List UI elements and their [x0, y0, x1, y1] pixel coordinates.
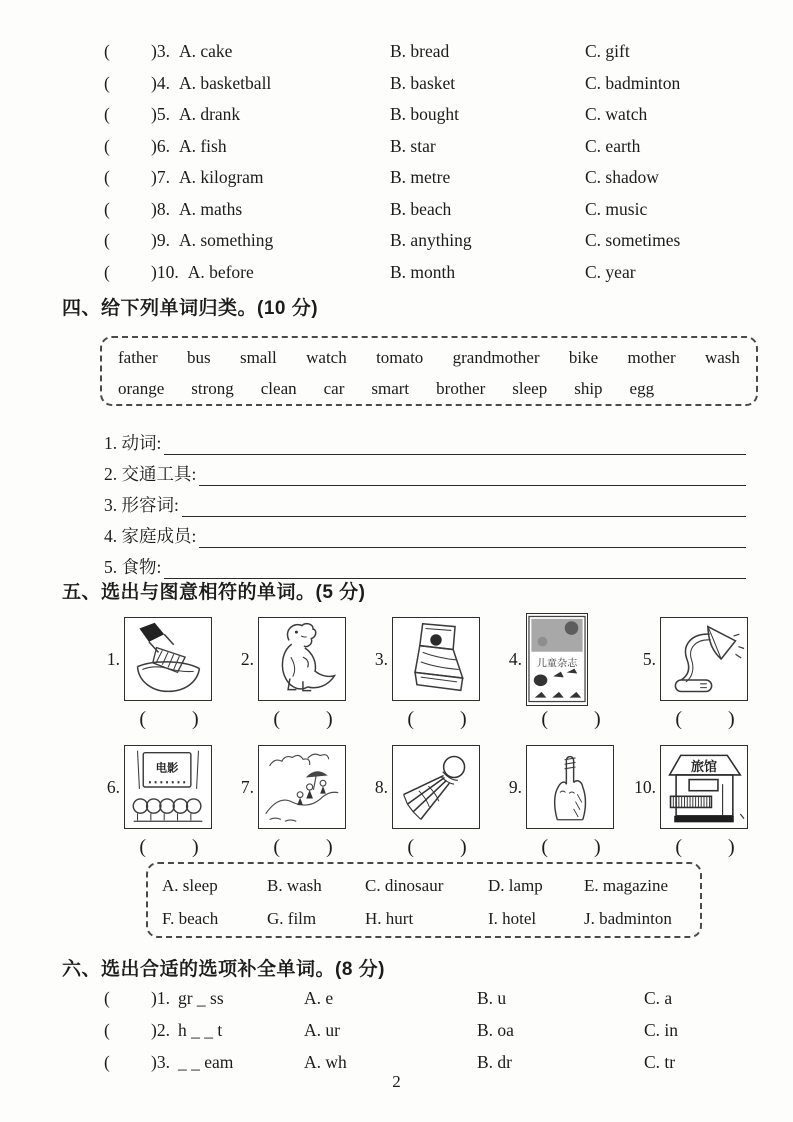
picture-number: 10. [634, 776, 656, 797]
option-a: A. before [187, 261, 254, 282]
picture-item-6 [92, 740, 226, 834]
answer-parens-3 [360, 708, 494, 731]
answer-blank-line [199, 523, 746, 548]
complete-word-block [0, 982, 793, 1078]
category-adjectives [104, 486, 746, 517]
answer-parens-6 [92, 836, 226, 859]
mc-row-8 [0, 194, 793, 226]
answer-blank-line [199, 461, 746, 486]
option-a: A. wh [304, 1051, 347, 1072]
option-b: B. month [390, 261, 456, 282]
washing-clothes-icon [126, 619, 210, 699]
option-a: A. maths [178, 198, 243, 219]
hurt-finger-icon [530, 748, 610, 826]
option-b: B. metre [390, 167, 451, 188]
option-b-wash: B. wash [267, 875, 322, 895]
word-bank-box [100, 336, 758, 406]
word: strong [191, 378, 234, 398]
paren-open: ( [675, 836, 682, 858]
word: ship [574, 378, 603, 398]
section6-heading: 六、选出合适的选项补全单词。(8 分) [62, 959, 386, 980]
item-number: )10. [151, 261, 179, 282]
category-label: 4. 家庭成员: [104, 526, 197, 546]
answer-paren: ( [104, 987, 110, 1008]
paren-open: ( [675, 708, 682, 730]
word: wash [704, 347, 740, 367]
paren-close: ) [192, 836, 199, 858]
item-number: )4. [151, 72, 170, 93]
item-number: )7. [151, 167, 170, 188]
paren-open: ( [273, 836, 280, 858]
answer-parens-9 [494, 836, 628, 859]
option-h-hurt: H. hurt [365, 908, 414, 928]
picture-frame [258, 617, 346, 701]
option-c: C. gift [585, 41, 630, 62]
answer-paren: ( [104, 1051, 110, 1072]
option-a: A. ur [304, 1019, 340, 1040]
answer-paren: ( [104, 135, 110, 156]
paren-close: ) [460, 708, 467, 730]
desk-lamp-icon [662, 620, 746, 698]
category-label: 1. 动词: [104, 433, 162, 453]
picture-item-10 [628, 740, 762, 834]
sleeping-in-bed-icon [394, 619, 478, 699]
option-a: A. fish [178, 135, 227, 156]
option-b: B. dr [477, 1051, 512, 1072]
magazine-icon [528, 615, 586, 703]
category-transport [104, 455, 746, 486]
picture-item-4 [494, 612, 628, 706]
category-label: 3. 形容词: [104, 495, 179, 515]
option-c: C. music [585, 198, 648, 219]
paren-open: ( [407, 836, 414, 858]
paren-open: ( [139, 836, 146, 858]
word-bank-line2 [118, 373, 740, 404]
answer-blank-line [164, 554, 746, 579]
mc-row-5 [0, 99, 793, 131]
picture-frame [526, 745, 614, 829]
paren-open: ( [273, 708, 280, 730]
word: father [118, 347, 158, 367]
paren-open: ( [407, 708, 414, 730]
picture-number: 5. [642, 648, 656, 669]
item-number: )3. [151, 1051, 170, 1072]
section5-heading: 五、选出与图意相符的单词。(5 分) [62, 582, 366, 603]
item-number: )5. [151, 104, 170, 125]
option-a: A. basketball [178, 72, 272, 93]
word-stem: h _ _ t [177, 1019, 223, 1040]
word-stem: gr _ ss [177, 987, 224, 1008]
option-b: B. star [390, 135, 436, 156]
picture-frame [124, 617, 212, 701]
option-b: B. bought [390, 104, 460, 125]
mc-row-6 [0, 131, 793, 163]
word: egg [629, 378, 655, 398]
word: sleep [512, 378, 548, 398]
hotel-icon [661, 747, 747, 827]
mc-row-3 [0, 36, 793, 68]
beach-icon [260, 748, 344, 826]
multiple-choice-block [0, 36, 793, 288]
picture-number: 3. [374, 648, 388, 669]
word: small [239, 347, 277, 367]
option-b: B. basket [390, 72, 456, 93]
option-b: B. anything [390, 230, 472, 251]
picture-frame [392, 745, 480, 829]
paren-open: ( [541, 836, 548, 858]
option-c: C. tr [644, 1051, 676, 1072]
word: bike [568, 347, 599, 367]
answer-parens-8 [360, 836, 494, 859]
answer-parens-10 [628, 836, 762, 859]
option-i-hotel: I. hotel [488, 908, 537, 928]
hotel-sign-text: 旅馆 [690, 759, 718, 775]
picture-item-1 [92, 612, 226, 706]
option-c-dinosaur: C. dinosaur [365, 875, 444, 895]
answer-paren-row-1 [92, 708, 762, 731]
answer-paren: ( [104, 41, 110, 62]
option-a: A. drank [178, 104, 241, 125]
item-number: )3. [151, 41, 170, 62]
category-food [104, 548, 746, 579]
answer-paren: ( [104, 167, 110, 188]
option-b: B. u [477, 987, 507, 1008]
answer-paren: ( [104, 1019, 110, 1040]
answer-paren: ( [104, 104, 110, 125]
picture-row-1 [92, 612, 762, 706]
paren-open: ( [139, 708, 146, 730]
option-e-magazine: E. magazine [584, 875, 669, 895]
picture-item-3 [360, 612, 494, 706]
paren-close: ) [728, 836, 735, 858]
mc-row-10 [0, 257, 793, 289]
word-stem: _ _ eam [177, 1051, 234, 1072]
word: watch [306, 347, 347, 367]
option-a: A. e [304, 987, 334, 1008]
option-c: C. earth [585, 135, 641, 156]
picture-item-9 [494, 740, 628, 834]
option-b: B. oa [477, 1019, 514, 1040]
word: clean [260, 378, 297, 398]
answer-paren-row-2 [92, 836, 762, 859]
mc-row-7 [0, 162, 793, 194]
picture-number: 6. [106, 776, 120, 797]
item-number: )1. [151, 987, 170, 1008]
paren-close: ) [594, 836, 601, 858]
answer-parens-5 [628, 708, 762, 731]
answer-parens-2 [226, 708, 360, 731]
paren-close: ) [594, 708, 601, 730]
option-j-badminton: J. badminton [584, 908, 672, 928]
picture-frame [526, 613, 588, 706]
cinema-film-icon [126, 747, 210, 827]
option-c: C. a [644, 987, 673, 1008]
cinema-screen-text: 电影 [155, 762, 179, 775]
badminton-shuttlecock-icon [394, 747, 478, 827]
picture-frame [660, 745, 748, 829]
word: brother [436, 378, 486, 398]
picture-number: 7. [240, 776, 254, 797]
picture-frame [124, 745, 212, 829]
s6-row-2 [0, 1014, 793, 1046]
option-c: C. in [644, 1019, 679, 1040]
answer-paren: ( [104, 261, 110, 282]
word-options-box [146, 862, 702, 938]
option-a-sleep: A. sleep [162, 875, 218, 895]
paren-close: ) [460, 836, 467, 858]
mc-row-9 [0, 225, 793, 257]
mc-row-4 [0, 68, 793, 100]
answer-blank-line [182, 492, 746, 517]
paren-close: ) [326, 708, 333, 730]
picture-number: 9. [508, 776, 522, 797]
paren-close: ) [326, 836, 333, 858]
option-b: B. bread [390, 41, 450, 62]
item-number: )8. [151, 198, 170, 219]
word: tomato [376, 347, 424, 367]
option-a: A. cake [178, 41, 233, 62]
magazine-title-text: 儿童杂志 [536, 658, 578, 670]
section4-heading: 四、给下列单词归类。(10 分) [62, 298, 319, 319]
picture-frame [392, 617, 480, 701]
answer-paren: ( [104, 230, 110, 251]
paren-close: ) [192, 708, 199, 730]
word: grandmother [452, 347, 540, 367]
option-c: C. year [585, 261, 636, 282]
category-label: 2. 交通工具: [104, 464, 197, 484]
word: car [323, 378, 345, 398]
dinosaur-icon [262, 620, 342, 698]
picture-item-7 [226, 740, 360, 834]
item-number: )2. [151, 1019, 170, 1040]
picture-item-8 [360, 740, 494, 834]
option-b: B. beach [390, 198, 452, 219]
answer-parens-4 [494, 708, 628, 731]
picture-frame [258, 745, 346, 829]
category-verbs [104, 424, 746, 455]
word-bank-line1 [118, 342, 740, 373]
item-number: )9. [151, 230, 170, 251]
picture-row-2 [92, 740, 762, 834]
answer-parens-1 [92, 708, 226, 731]
answer-parens-7 [226, 836, 360, 859]
option-a: A. something [178, 230, 274, 251]
answer-blank-line [164, 430, 746, 455]
word: bus [186, 347, 211, 367]
option-c: C. watch [585, 104, 648, 125]
option-c: C. shadow [585, 167, 659, 188]
category-family [104, 517, 746, 548]
picture-frame [660, 617, 748, 701]
word: smart [371, 378, 410, 398]
picture-item-2 [226, 612, 360, 706]
picture-number: 4. [508, 648, 522, 669]
option-f-beach: F. beach [162, 908, 219, 928]
paren-open: ( [541, 708, 548, 730]
item-number: )6. [151, 135, 170, 156]
picture-number: 2. [240, 648, 254, 669]
s6-row-1 [0, 982, 793, 1014]
picture-item-5 [628, 612, 762, 706]
option-d-lamp: D. lamp [488, 875, 543, 895]
option-g-film: G. film [267, 908, 317, 928]
word: orange [118, 378, 165, 398]
paren-close: ) [728, 708, 735, 730]
option-c: C. sometimes [585, 230, 681, 251]
category-label: 5. 食物: [104, 557, 162, 577]
category-list [104, 424, 746, 579]
page-number: 2 [392, 1072, 401, 1091]
option-c: C. badminton [585, 72, 681, 93]
answer-paren: ( [104, 72, 110, 93]
picture-number: 1. [106, 648, 120, 669]
picture-number: 8. [374, 776, 388, 797]
option-a: A. kilogram [178, 167, 264, 188]
answer-paren: ( [104, 198, 110, 219]
word: mother [627, 347, 676, 367]
